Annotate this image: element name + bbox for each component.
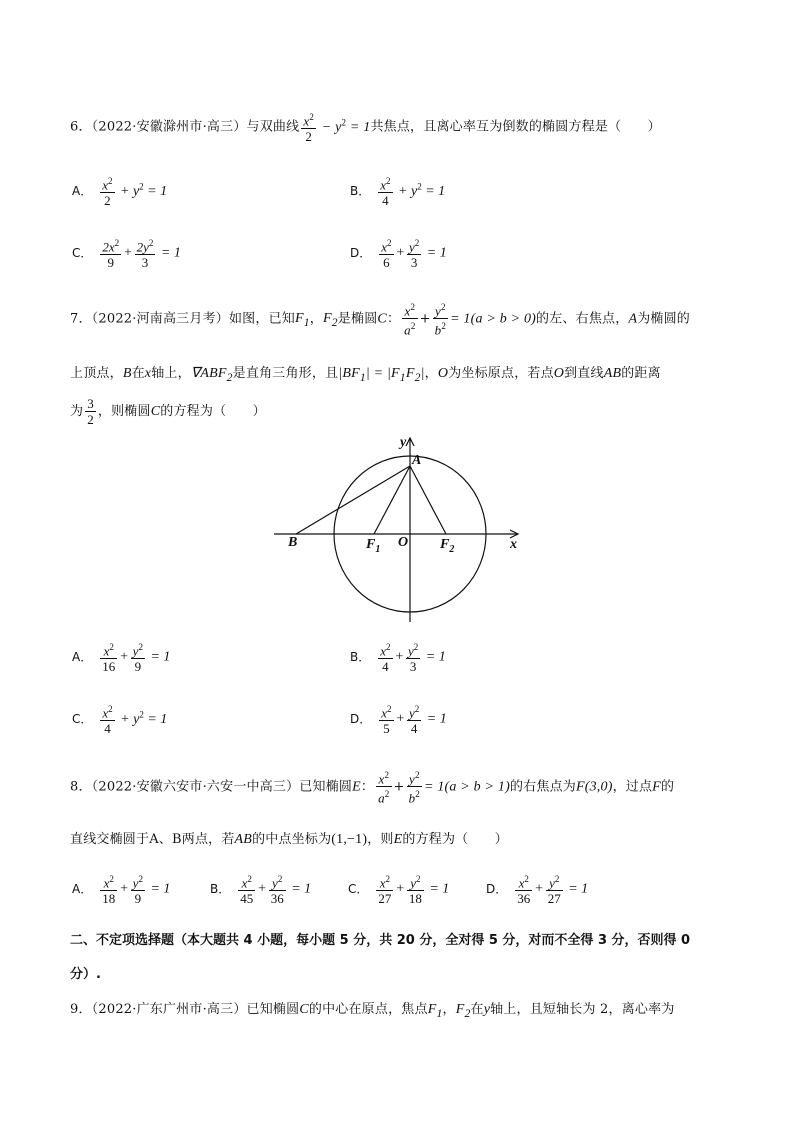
q6-option-b[interactable]: B． $\frac{x^2}{4}$ + $y^2 = 1$	[350, 176, 446, 209]
q6-option-d[interactable]: D． $\frac{x^2}{6}$ + $\frac{y^2}{3}$ = 1	[350, 238, 447, 271]
q8-option-b[interactable]: B． $\frac{x^2}{45}$ + $\frac{y^2}{36}$ = 1	[210, 874, 312, 907]
label-B: B	[288, 535, 298, 550]
q8-option-c[interactable]: C． $\frac{x^2}{27}$ + $\frac{y^2}{18}$ = 1	[348, 874, 450, 907]
q7-option-a[interactable]: A． $\frac{x^2}{16}$ + $\frac{y^2}{9}$ = 1	[72, 642, 171, 675]
q7-option-c[interactable]: C． $\frac{x^2}{4}$ + $y^2 = 1$	[72, 704, 168, 737]
q8-option-a[interactable]: A． $\frac{x^2}{18}$ + $\frac{y^2}{9}$ = 1	[72, 874, 171, 907]
q6-option-c[interactable]: C． $\frac{2x^2}{9}$ + $\frac{2y^2}{3}$ = 1	[72, 238, 181, 271]
q6-stem: 6．（2022·安徽滁州市·高三）与双曲线 $\frac{x^2}{2}$ − $y^2 = 1$共焦点，且离心率互为倒数的椭圆方程是（ ）	[70, 112, 661, 145]
q9-stem: 9．（2022·广东广州市·高三）已知椭圆C的中心在原点，焦点$F_1$，$F_2$在y轴上，且短轴长为 2，离心率为	[70, 1002, 675, 1020]
q7-stem-line2: 上顶点，B在x轴上，$\nabla ABF_2$是直角三角形，且$|BF_1| = |F_1F_2|$，O为坐标原点，若点O到直线AB的距离	[70, 366, 661, 384]
section-heading-line2: 分）.	[70, 967, 101, 982]
segment-F2A	[410, 466, 446, 534]
q8-stem-line1: 8．（2022·安徽六安市·六安一中高三）已知椭圆E： $\frac{x^2}{a^2}$ + $\frac{y^2}{b^2}$ = 1(a > b > 1)的右焦点为F(3,0)，过点F的	[70, 770, 675, 806]
q6-option-a[interactable]: A． $\frac{x^2}{2}$ + $y^2 = 1$	[72, 176, 168, 209]
q7-stem-line3: 为 $\frac{3}{2}$ ，则椭圆C的方程为（ ）	[70, 396, 266, 427]
q8-option-d[interactable]: D． $\frac{x^2}{36}$ + $\frac{y^2}{27}$ = 1	[486, 874, 589, 907]
label-F2: $F_2$	[440, 537, 455, 555]
label-x: x	[510, 537, 517, 552]
label-A: A	[412, 453, 422, 468]
ellipse-figure	[260, 430, 530, 630]
q8-stem-line2: 直线交椭圆于A、B两点，若AB的中点坐标为(1,−1)，则E的方程为（ ）	[70, 832, 508, 847]
q7-option-d[interactable]: D． $\frac{x^2}{5}$ + $\frac{y^2}{4}$ = 1	[350, 704, 447, 737]
label-y: y	[400, 435, 407, 450]
q7-option-b[interactable]: B． $\frac{x^2}{4}$ + $\frac{y^2}{3}$ = 1	[350, 642, 446, 675]
section-heading-line1: 二、不定项选择题（本大题共 4 小题，每小题 5 分，共 20 分，全对得 5 分，对而不全得 3 分，否则得 0	[70, 933, 691, 948]
label-O: O	[398, 535, 409, 550]
q7-stem-line1: 7．（2022·河南高三月考）如图，已知$F_1$，$F_2$是椭圆C： $\frac{x^2}{a^2}$ + $\frac{y^2}{b^2}$ = 1(a > b > 0)的左、右焦点，A为椭圆的	[70, 302, 691, 338]
label-F1: $F_1$	[366, 537, 381, 555]
segment-BA	[296, 466, 410, 534]
